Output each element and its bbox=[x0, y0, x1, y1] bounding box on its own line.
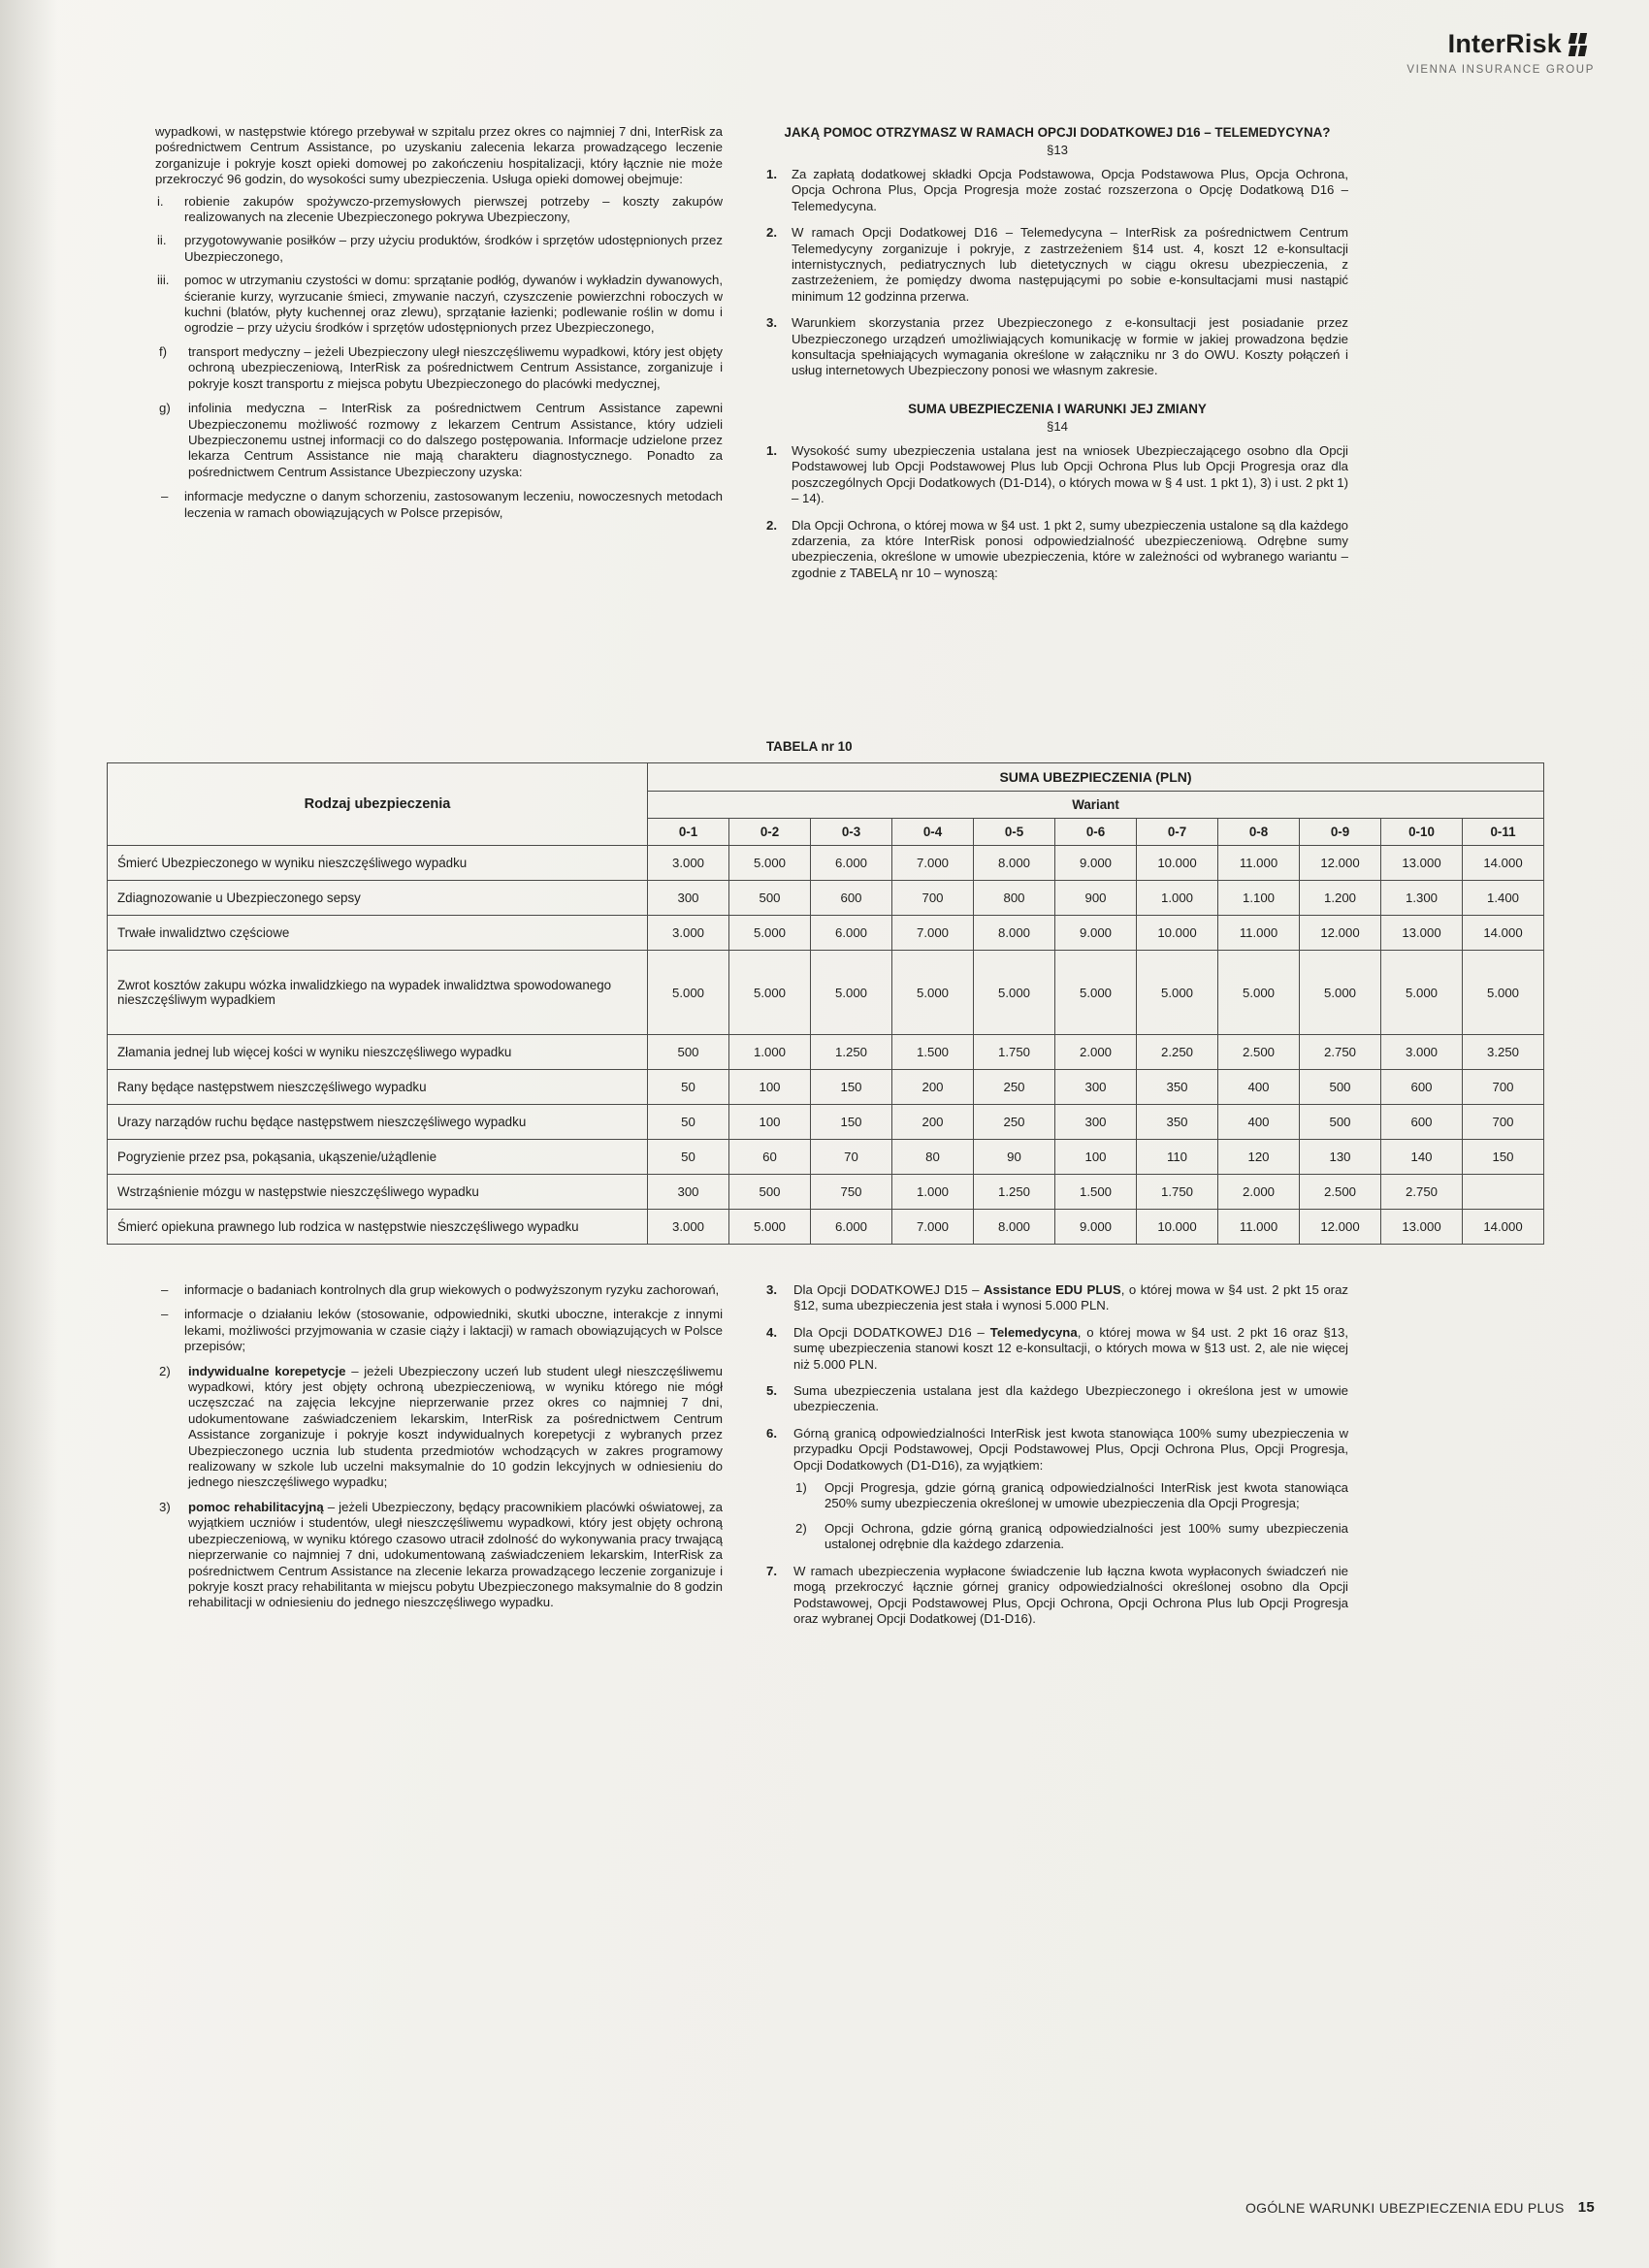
cell: 350 bbox=[1137, 1105, 1218, 1140]
cell: 1.250 bbox=[974, 1175, 1055, 1210]
list-item bbox=[793, 1480, 1348, 1512]
numbered-list-bottom-right bbox=[766, 1282, 1348, 1627]
list-item bbox=[766, 167, 1348, 214]
list-item bbox=[766, 225, 1348, 305]
cell bbox=[1463, 1175, 1544, 1210]
cell: 300 bbox=[648, 881, 729, 916]
list-marker: 7. bbox=[766, 1563, 777, 1578]
roman-list bbox=[155, 194, 723, 337]
cell: 350 bbox=[1137, 1070, 1218, 1105]
list-text: Dla Opcji Ochrona, o której mowa w §4 ust. 1 pkt 2, sumy ubezpieczenia ustalone są dla każdego zdarzenia, za które InterRisk ponosi odpowiedzialność ubezpieczeniową. Odrębne sumy ubezpieczenia, określone w umowie ubezpieczenia, które w zależności od wybranego wariantu – zgodnie z TABELĄ nr 10 – wynoszą: bbox=[792, 517, 1348, 580]
list-marker: ii. bbox=[157, 233, 167, 248]
table-row bbox=[108, 1035, 1544, 1070]
cell: 1.100 bbox=[1218, 881, 1300, 916]
list-marker: – bbox=[161, 1307, 169, 1322]
list-item bbox=[766, 443, 1348, 507]
cell: 5.000 bbox=[811, 951, 892, 1035]
list-item bbox=[155, 1282, 723, 1298]
cell: 5.000 bbox=[1463, 951, 1544, 1035]
cell: 2.500 bbox=[1300, 1175, 1381, 1210]
cell: 9.000 bbox=[1055, 916, 1137, 951]
cell: 700 bbox=[892, 881, 974, 916]
cell: 14.000 bbox=[1463, 1210, 1544, 1245]
row-name: Zdiagnozowanie u Ubezpieczonego sepsy bbox=[108, 881, 648, 916]
dash-list-bottom bbox=[155, 1282, 723, 1355]
list-text: Wysokość sumy ubezpieczenia ustalana jest na wniosek Ubezpieczającego osobno dla Opcji Podstawowej lub Opcji Podstawowej Plus lub Opcji Ochrona Plus lub Opcji Progresja oraz dla poszczególnych Opcji Dodatkowych (D1-D14), o których mowa w § 4 ust. 1 pkt 1), 3) i ust. 2 pkt 1) – 14). bbox=[792, 442, 1348, 506]
table-row bbox=[108, 951, 1544, 1035]
list-item bbox=[793, 1521, 1348, 1553]
cell: 200 bbox=[892, 1105, 974, 1140]
cell: 500 bbox=[1300, 1105, 1381, 1140]
cell: 5.000 bbox=[1300, 951, 1381, 1035]
cell: 600 bbox=[1381, 1070, 1463, 1105]
cell: 5.000 bbox=[1055, 951, 1137, 1035]
list-marker: f) bbox=[159, 343, 168, 359]
letter-list bbox=[155, 344, 723, 480]
cell: 2.750 bbox=[1300, 1035, 1381, 1070]
cell: 8.000 bbox=[974, 846, 1055, 881]
list-text: Warunkiem skorzystania przez Ubezpieczonego z e-konsultacji jest posiadanie przez Ubezpieczonego urządzeń umożliwiających komunikację w formie w jakiej prowadzona będzie konsultacja spełniających wymagania określone w załączniku nr 3 do OWU. Koszty połączeń i usług internetowych Ubezpieczony ponosi we własnym zakresie. bbox=[792, 315, 1348, 378]
list-text: – jeżeli Ubezpieczony, będący pracownikiem placówki oświatowej, za wyjątkiem uczniów i studentów, uległ nieszczęśliwemu wypadkowi, który jest objęty ochroną ubezpieczeniową, w wyniku którego czasowo utracił zdolność do wykonywania pracy trwającą nieprzerwanie co najmniej 7 dni, udokumentowaną zaświadczeniem lekarskim, InterRisk za pośrednictwem Centrum Assistance na zlecenie lekarza prowadzącego leczenie zorganizuje i pokryje koszt pracy rehabilitanta w miejscu pobytu Ubezpieczonego maksymalnie do 8 godzin rehabilitacji w odniesieniu do jednego nieszczęśliwego wypadku. bbox=[188, 1499, 723, 1610]
variant-header: 0-3 bbox=[811, 819, 892, 846]
row-name: Złamania jednej lub więcej kości w wyniku nieszczęśliwego wypadku bbox=[108, 1035, 648, 1070]
paren-list bbox=[793, 1480, 1348, 1553]
cell: 3.000 bbox=[648, 846, 729, 881]
cell: 700 bbox=[1463, 1105, 1544, 1140]
cell: 800 bbox=[974, 881, 1055, 916]
variant-header: 0-6 bbox=[1055, 819, 1137, 846]
list-marker: g) bbox=[159, 401, 171, 416]
cell: 14.000 bbox=[1463, 846, 1544, 881]
cell: 13.000 bbox=[1381, 916, 1463, 951]
table-col-wariant: Wariant bbox=[648, 792, 1544, 819]
cell: 3.000 bbox=[648, 1210, 729, 1245]
list-item bbox=[766, 1564, 1348, 1628]
cell: 10.000 bbox=[1137, 916, 1218, 951]
table-nr-10 bbox=[107, 762, 1544, 1245]
row-name: Zwrot kosztów zakupu wózka inwalidzkiego na wypadek inwalidztwa spowodowanego nieszczęśliwym wypadkiem bbox=[108, 951, 648, 1035]
cell: 1.400 bbox=[1463, 881, 1544, 916]
cell: 5.000 bbox=[729, 846, 811, 881]
list-marker: 3) bbox=[159, 1499, 171, 1514]
list-item bbox=[155, 344, 723, 392]
table-row bbox=[108, 1175, 1544, 1210]
list-text: pomoc w utrzymaniu czystości w domu: sprzątanie podłóg, dywanów i wykładzin dywanowych, ścieranie kurzy, wyrzucanie śmieci, zmywanie naczyń, czyszczenie powierzchni roboczych w kuchni (blatów, płyty kuchennej oraz zlewu), sprzątanie łazienki; podlewanie roślin w domu i ogrodzie – przy użyciu środków i sprzętów udostępnionych przez Ubezpieczonego, bbox=[184, 273, 723, 336]
cell: 1.000 bbox=[729, 1035, 811, 1070]
cell: 11.000 bbox=[1218, 916, 1300, 951]
cell: 1.300 bbox=[1381, 881, 1463, 916]
cell: 6.000 bbox=[811, 846, 892, 881]
cell: 600 bbox=[1381, 1105, 1463, 1140]
cell: 8.000 bbox=[974, 1210, 1055, 1245]
variant-header: 0-2 bbox=[729, 819, 811, 846]
brand-logo bbox=[1406, 29, 1595, 76]
row-name: Urazy narządów ruchu będące następstwem nieszczęśliwego wypadku bbox=[108, 1105, 648, 1140]
table-row bbox=[108, 1140, 1544, 1175]
list-marker: 2. bbox=[766, 225, 777, 241]
variant-header: 0-8 bbox=[1218, 819, 1300, 846]
cell: 50 bbox=[648, 1140, 729, 1175]
list-marker: 1. bbox=[766, 167, 777, 181]
cell: 500 bbox=[729, 1175, 811, 1210]
cell: 8.000 bbox=[974, 916, 1055, 951]
cell: 100 bbox=[729, 1105, 811, 1140]
table-row bbox=[108, 1210, 1544, 1245]
cell: 5.000 bbox=[648, 951, 729, 1035]
cell: 500 bbox=[1300, 1070, 1381, 1105]
cell: 2.500 bbox=[1218, 1035, 1300, 1070]
cell: 900 bbox=[1055, 881, 1137, 916]
list-text: robienie zakupów spożywczo-przemysłowych pierwszej potrzeby – koszty zakupów realizowanych na zlecenie Ubezpieczonego pokrywa Ubezpieczony, bbox=[184, 193, 723, 225]
cell: 3.000 bbox=[648, 916, 729, 951]
list-text: W ramach ubezpieczenia wypłacone świadczenie lub łączna kwota wypłaconych świadczeń nie mogą przekroczyć łącznie górnej granicy odpowiedzialności określonej osobno dla Opcji Podstawowej, Opcji Podstawowej Plus, Opcji Ochrona, Opcji Ochrona Plus lub Opcji Progresja oraz wybranej Opcji Dodatkowej (D1-D16). bbox=[793, 1563, 1348, 1626]
cell: 10.000 bbox=[1137, 846, 1218, 881]
cell: 250 bbox=[974, 1105, 1055, 1140]
list-text: transport medyczny – jeżeli Ubezpieczony uległ nieszczęśliwemu wypadkowi, który jest objęty ochroną ubezpieczeniową, InterRisk za pośrednictwem Centrum Assistance, zorganizuje i pokryje koszt transportu z miejsca pobytu Ubezpieczonego do placówki medycznej, bbox=[188, 343, 723, 391]
row-name: Wstrząśnienie mózgu w następstwie nieszczęśliwego wypadku bbox=[108, 1175, 648, 1210]
cell: 110 bbox=[1137, 1140, 1218, 1175]
variant-header: 0-10 bbox=[1381, 819, 1463, 846]
list-text: , o której mowa w §4 ust. 2 pkt 15 oraz §12, suma ubezpieczenia jest stała i wynosi 5.000 PLN. bbox=[793, 1282, 1349, 1313]
paragraph-symbol-13: §13 bbox=[1046, 143, 1068, 157]
list-marker: 1) bbox=[795, 1480, 807, 1496]
interrisk-logo-icon bbox=[1569, 33, 1595, 56]
list-lead: Telemedycyna bbox=[989, 1324, 1078, 1340]
right-column-top bbox=[766, 124, 1348, 592]
table-row bbox=[108, 881, 1544, 916]
list-text: Górną granicą odpowiedzialności InterRisk jest kwota stanowiąca 100% sumy ubezpieczenia w przypadku Opcji Podstawowej, Opcji Podstawowej Plus, Opcji Ochrona Plus, Opcji Progresja, Opcji Dodatkowych (D1-D16), za wyjątkiem: bbox=[793, 1425, 1348, 1473]
cell: 1.000 bbox=[892, 1175, 974, 1210]
list-lead: pomoc rehabilitacyjną bbox=[188, 1499, 324, 1514]
cell: 130 bbox=[1300, 1140, 1381, 1175]
list-marker: 3. bbox=[766, 1282, 777, 1297]
list-item bbox=[766, 315, 1348, 379]
list-text: – jeżeli Ubezpieczony uczeń lub student uległ nieszczęśliwemu wypadkowi, który jest objęty ochroną ubezpieczeniową, w wyniku którego nie mógł uczęszczać na zajęcia lekcyjne nieprzerwanie przez okres co najmniej 7 dni, udokumentowane zaświadczeniem lekarskim, InterRisk za pośrednictwem Centrum Assistance zorganizuje i pokryje koszt indywidualnych korepetycji z wybranych przez Ubezpieczonego ucznia lub studenta przedmiotów wchodzących w zakres programowy realizowany w szkole lub uczelni maksymalnie do 10 godzin lekcyjnych w odniesieniu do jednego nieszczęśliwego wypadku; bbox=[188, 1363, 723, 1490]
list-marker: 4. bbox=[766, 1324, 777, 1340]
cell: 13.000 bbox=[1381, 846, 1463, 881]
cell: 11.000 bbox=[1218, 846, 1300, 881]
list-item bbox=[155, 1500, 723, 1611]
cell: 600 bbox=[811, 881, 892, 916]
cell: 140 bbox=[1381, 1140, 1463, 1175]
cell: 90 bbox=[974, 1140, 1055, 1175]
list-text: Suma ubezpieczenia ustalana jest dla każdego Ubezpieczonego i określona jest w umowie ubezpieczenia. bbox=[793, 1383, 1348, 1414]
list-item bbox=[155, 401, 723, 480]
list-marker: 5. bbox=[766, 1383, 777, 1399]
cell: 300 bbox=[1055, 1070, 1137, 1105]
cell: 5.000 bbox=[1218, 951, 1300, 1035]
paragraph-symbol-14: §14 bbox=[1046, 418, 1068, 434]
cell: 1.000 bbox=[1137, 881, 1218, 916]
cell: 5.000 bbox=[974, 951, 1055, 1035]
cell: 150 bbox=[811, 1070, 892, 1105]
left-column-top bbox=[155, 124, 723, 530]
cell: 5.000 bbox=[1137, 951, 1218, 1035]
list-item bbox=[766, 1282, 1348, 1314]
cell: 6.000 bbox=[811, 916, 892, 951]
cell: 11.000 bbox=[1218, 1210, 1300, 1245]
list-item bbox=[766, 518, 1348, 582]
list-marker: i. bbox=[157, 193, 164, 209]
cell: 1.750 bbox=[1137, 1175, 1218, 1210]
row-name: Trwałe inwalidztwo częściowe bbox=[108, 916, 648, 951]
cell: 120 bbox=[1218, 1140, 1300, 1175]
table-row bbox=[108, 916, 1544, 951]
cell: 12.000 bbox=[1300, 846, 1381, 881]
variant-header: 0-9 bbox=[1300, 819, 1381, 846]
list-text: Za zapłatą dodatkowej składki Opcja Podstawowa, Opcja Podstawowa Plus, Opcja Ochrona, Opcja Ochrona Plus, Opcja Progresja może zostać rozszerzona o Opcję Dodatkową D16 – Telemedycyna. bbox=[792, 167, 1348, 213]
cell: 750 bbox=[811, 1175, 892, 1210]
table-row bbox=[108, 1070, 1544, 1105]
cell: 1.250 bbox=[811, 1035, 892, 1070]
cell: 400 bbox=[1218, 1070, 1300, 1105]
table-col-rodzaj: Rodzaj ubezpieczenia bbox=[108, 763, 648, 846]
cell: 3.000 bbox=[1381, 1035, 1463, 1070]
cell: 2.250 bbox=[1137, 1035, 1218, 1070]
page-footer bbox=[1245, 2199, 1595, 2216]
brand-name-row bbox=[1406, 29, 1595, 59]
list-text: , o której mowa w §4 ust. 2 pkt 16 oraz §13, sumę ubezpieczenia stanowi koszt 12 e-konsultacji, o których mowa w §13 ust. 2, ale nie więcej niż 5.000 PLN. bbox=[793, 1324, 1349, 1372]
cell: 1.500 bbox=[1055, 1175, 1137, 1210]
cell: 50 bbox=[648, 1070, 729, 1105]
list-text: Opcji Ochrona, gdzie górną granicą odpowiedzialności jest 100% sumy ubezpieczenia ustalonej odrębnie dla każdego zdarzenia. bbox=[824, 1520, 1348, 1552]
cell: 5.000 bbox=[1381, 951, 1463, 1035]
list-marker: 2) bbox=[795, 1520, 807, 1536]
cell: 300 bbox=[1055, 1105, 1137, 1140]
cell: 5.000 bbox=[729, 951, 811, 1035]
variant-header: 0-1 bbox=[648, 819, 729, 846]
cell: 150 bbox=[1463, 1140, 1544, 1175]
list-item bbox=[766, 1426, 1348, 1553]
list-item bbox=[155, 233, 723, 265]
cell: 250 bbox=[974, 1070, 1055, 1105]
list-marker: 3. bbox=[766, 315, 777, 331]
list-lead: Assistance EDU PLUS bbox=[984, 1282, 1121, 1297]
cell: 300 bbox=[648, 1175, 729, 1210]
cell: 50 bbox=[648, 1105, 729, 1140]
list-marker: 2. bbox=[766, 517, 777, 533]
cell: 9.000 bbox=[1055, 846, 1137, 881]
list-item bbox=[155, 194, 723, 226]
cell: 7.000 bbox=[892, 846, 974, 881]
list-text: informacje o działaniu leków (stosowanie, odpowiedniki, skutki uboczne, interakcje z innymi lekami, możliwości przyjmowania w czasie ciąży i laktacji) w ramach obowiązujących w Polsce przepisów; bbox=[184, 1307, 723, 1354]
list-item bbox=[766, 1325, 1348, 1373]
list-item bbox=[155, 1307, 723, 1354]
table-header-row bbox=[108, 763, 1544, 792]
table-row bbox=[108, 1105, 1544, 1140]
variant-header: 0-4 bbox=[892, 819, 974, 846]
list-pre: Dla Opcji DODATKOWEJ D16 – bbox=[793, 1324, 990, 1340]
numbered-list-bottom-left bbox=[155, 1364, 723, 1611]
list-marker: 1. bbox=[766, 442, 777, 458]
numbered-list-d16 bbox=[766, 167, 1348, 379]
section-heading-d16: JAKĄ POMOC OTRZYMASZ W RAMACH OPCJI DODATKOWEJ D16 – TELEMEDYCYNA? bbox=[784, 125, 1331, 140]
cell: 14.000 bbox=[1463, 916, 1544, 951]
cell: 2.750 bbox=[1381, 1175, 1463, 1210]
cell: 100 bbox=[1055, 1140, 1137, 1175]
left-column-bottom bbox=[155, 1282, 723, 1620]
cell: 7.000 bbox=[892, 916, 974, 951]
section-heading-suma: SUMA UBEZPIECZENIA I WARUNKI JEJ ZMIANY bbox=[908, 401, 1207, 416]
list-marker: 2) bbox=[159, 1363, 171, 1378]
row-name: Śmierć opiekuna prawnego lub rodzica w następstwie nieszczęśliwego wypadku bbox=[108, 1210, 648, 1245]
cell: 7.000 bbox=[892, 1210, 974, 1245]
variant-header: 0-5 bbox=[974, 819, 1055, 846]
cell: 200 bbox=[892, 1070, 974, 1105]
cell: 2.000 bbox=[1055, 1035, 1137, 1070]
list-item bbox=[155, 489, 723, 521]
list-text: przygotowywanie posiłków – przy użyciu produktów, środków i sprzętów udostępnionych przez Ubezpieczonego, bbox=[184, 233, 723, 264]
cell: 700 bbox=[1463, 1070, 1544, 1105]
cell: 1.200 bbox=[1300, 881, 1381, 916]
cell: 5.000 bbox=[729, 916, 811, 951]
cell: 80 bbox=[892, 1140, 974, 1175]
brand-name: InterRisk bbox=[1447, 29, 1562, 58]
variant-header: 0-11 bbox=[1463, 819, 1544, 846]
cell: 70 bbox=[811, 1140, 892, 1175]
list-pre: Dla Opcji DODATKOWEJ D15 – bbox=[793, 1282, 985, 1297]
list-item bbox=[155, 1364, 723, 1491]
cell: 150 bbox=[811, 1105, 892, 1140]
page-number: 15 bbox=[1577, 2199, 1595, 2216]
cell: 500 bbox=[729, 881, 811, 916]
list-marker: – bbox=[161, 489, 169, 504]
list-item bbox=[766, 1383, 1348, 1415]
row-name: Śmierć Ubezpieczonego w wyniku nieszczęśliwego wypadku bbox=[108, 846, 648, 881]
row-name: Rany będące następstwem nieszczęśliwego wypadku bbox=[108, 1070, 648, 1105]
cell: 2.000 bbox=[1218, 1175, 1300, 1210]
cell: 10.000 bbox=[1137, 1210, 1218, 1245]
list-text: W ramach Opcji Dodatkowej D16 – Telemedycyna – InterRisk za pośrednictwem Centrum Telemedycyny zorganizuje i pokryje, z zastrzeżeniem §14 ust. 4, koszt 12 e-konsultacji internistycznych, pediatrycznych lub dietetycznych w ciągu okresu ubezpieczenia, z zastrzeżeniem, że pomiędzy dwoma następującymi po sobie e-konsultacjami musi nastąpić minimum 12 godzinna przerwa. bbox=[792, 225, 1348, 304]
list-lead: indywidualne korepetycje bbox=[188, 1363, 346, 1378]
left-intro-paragraph: wypadkowi, w następstwie którego przebywał w szpitalu przez okres co najmniej 7 dni, InterRisk za pośrednictwem Centrum Assistance, po uzyskaniu zalecenia lekarza prowadzącego leczenie zorganizuje i pokryje koszt opieki domowej po zakończeniu hospitalizacji, który łącznie nie może przekroczyć 96 godzin, do wysokości sumy ubezpieczenia. Usługa opieki domowej obejmuje: bbox=[155, 124, 723, 187]
cell: 6.000 bbox=[811, 1210, 892, 1245]
row-name: Pogryzienie przez psa, pokąsania, ukąszenie/użądlenie bbox=[108, 1140, 648, 1175]
list-marker: iii. bbox=[157, 273, 170, 288]
table-head bbox=[108, 763, 1544, 846]
cell: 500 bbox=[648, 1035, 729, 1070]
cell: 5.000 bbox=[892, 951, 974, 1035]
variant-header: 0-7 bbox=[1137, 819, 1218, 846]
list-marker: 6. bbox=[766, 1425, 777, 1441]
numbered-list-suma bbox=[766, 443, 1348, 581]
list-marker: – bbox=[161, 1282, 169, 1297]
brand-tagline: VIENNA INSURANCE GROUP bbox=[1406, 64, 1595, 76]
table-label: TABELA nr 10 bbox=[766, 739, 853, 754]
cell: 100 bbox=[729, 1070, 811, 1105]
list-item bbox=[155, 273, 723, 337]
table-body bbox=[108, 846, 1544, 1245]
list-text: infolinia medyczna – InterRisk za pośrednictwem Centrum Assistance zapewni Ubezpieczonemu możliwość rozmowy z lekarzem Centrum Assistance, który udzieli Ubezpieczonemu ustnej informacji co do dalszego postępowania. Informacje udzielone przez lekarza Centrum Assistance nie mają charakteru diagnostycznego. Ponadto za pośrednictwem Centrum Assistance Ubezpieczony uzyska: bbox=[188, 401, 723, 479]
cell: 1.750 bbox=[974, 1035, 1055, 1070]
cell: 12.000 bbox=[1300, 916, 1381, 951]
table-row bbox=[108, 846, 1544, 881]
dash-list bbox=[155, 489, 723, 521]
right-column-bottom bbox=[766, 1282, 1348, 1637]
cell: 1.500 bbox=[892, 1035, 974, 1070]
list-text: Opcji Progresja, gdzie górną granicą odpowiedzialności InterRisk jest kwota stanowiąca 250% sumy ubezpieczenia określonej w umowie ubezpieczenia dla Opcji Progresja; bbox=[824, 1480, 1348, 1511]
list-text: informacje o badaniach kontrolnych dla grup wiekowych o podwyższonym ryzyku zachorowań, bbox=[184, 1282, 720, 1297]
cell: 400 bbox=[1218, 1105, 1300, 1140]
cell: 9.000 bbox=[1055, 1210, 1137, 1245]
list-text: informacje medyczne o danym schorzeniu, zastosowanym leczeniu, nowoczesnych metodach leczenia w ramach obowiązujących w Polsce przepisów, bbox=[184, 489, 723, 520]
cell: 60 bbox=[729, 1140, 811, 1175]
table-col-suma: SUMA UBEZPIECZENIA (PLN) bbox=[648, 763, 1544, 792]
cell: 13.000 bbox=[1381, 1210, 1463, 1245]
cell: 12.000 bbox=[1300, 1210, 1381, 1245]
footer-title: OGÓLNE WARUNKI UBEZPIECZENIA EDU PLUS bbox=[1245, 2199, 1565, 2216]
cell: 3.250 bbox=[1463, 1035, 1544, 1070]
cell: 5.000 bbox=[729, 1210, 811, 1245]
